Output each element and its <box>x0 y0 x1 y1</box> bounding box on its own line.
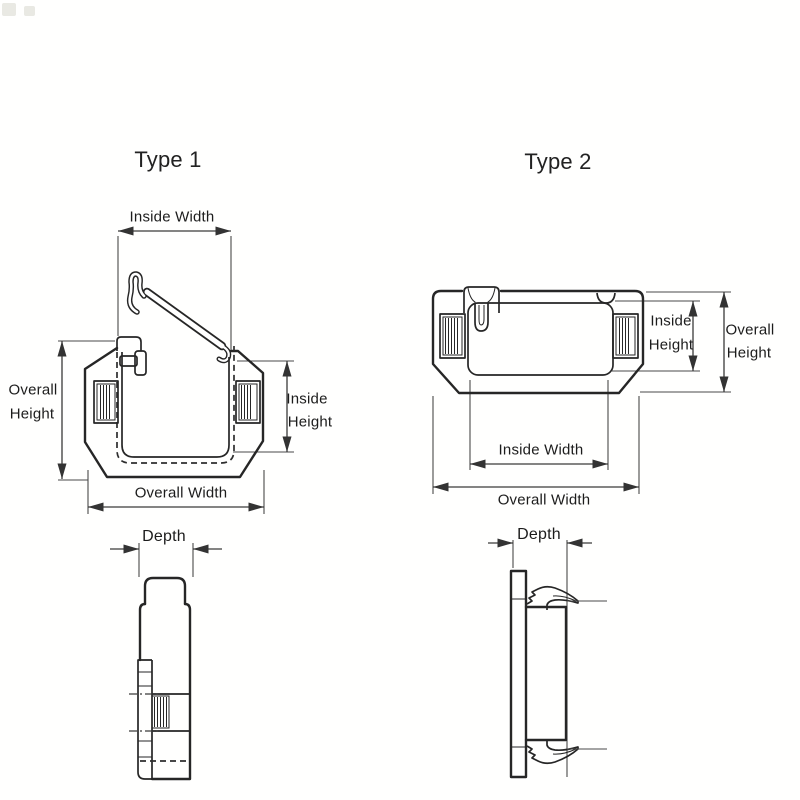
type1-depth-dimension <box>110 543 222 577</box>
type1-title: Type 1 <box>134 147 202 172</box>
type1-inside-width-label: Inside Width <box>129 208 215 226</box>
type2-side-flange-lines <box>511 599 526 747</box>
type1-inner-channel <box>122 352 229 457</box>
type2-side-view-drawing <box>488 540 607 777</box>
type1-latch-pin <box>120 351 146 375</box>
type2-inside-width-label: Inside Width <box>498 441 584 459</box>
type2-top-notch <box>597 293 615 303</box>
type1-overall-height-label-line1: Overall <box>8 381 58 399</box>
type1-depth-label: Depth <box>142 528 186 545</box>
type1-overall-height-label-line2: Height <box>9 405 55 423</box>
type1-side-view-drawing <box>110 543 222 779</box>
type1-right-spring-insert <box>236 381 260 423</box>
type2-overall-height-label-line1: Overall <box>725 321 775 339</box>
type2-side-body <box>526 607 566 740</box>
type1-wire-bail <box>130 274 229 361</box>
type1-inside-height-label-line2: Height <box>287 413 333 431</box>
type1-side-spring-section <box>152 696 169 728</box>
type2-overall-height-label-line2: Height <box>726 344 772 362</box>
type2-inner-face <box>468 303 613 375</box>
type2-depth-dimension <box>488 540 592 777</box>
type2-inside-height-label-line1: Inside <box>650 312 692 330</box>
type1-side-tab <box>145 578 185 604</box>
type1-top-tab <box>117 337 141 351</box>
type2-bottom-barb <box>527 740 578 763</box>
type2-side-reference-stubs <box>567 601 607 749</box>
type2-side-flange <box>511 571 526 777</box>
type2-inside-height-label-line2: Height <box>648 336 694 354</box>
type2-title: Type 2 <box>524 149 592 174</box>
type2-right-spring-insert <box>613 314 638 358</box>
type1-inside-height-label-line1: Inside <box>286 390 328 408</box>
type1-left-spring-insert <box>94 381 118 423</box>
type1-front-view-drawing <box>58 231 294 514</box>
type1-overall-width-label: Overall Width <box>134 484 228 502</box>
type1-side-flange-lines <box>138 672 152 757</box>
type2-depth-label: Depth <box>517 526 561 543</box>
type2-left-spring-insert <box>440 314 465 358</box>
type2-overall-width-label: Overall Width <box>497 491 591 509</box>
type1-side-body <box>140 604 190 779</box>
type1-inside-width-dimension <box>118 231 231 350</box>
